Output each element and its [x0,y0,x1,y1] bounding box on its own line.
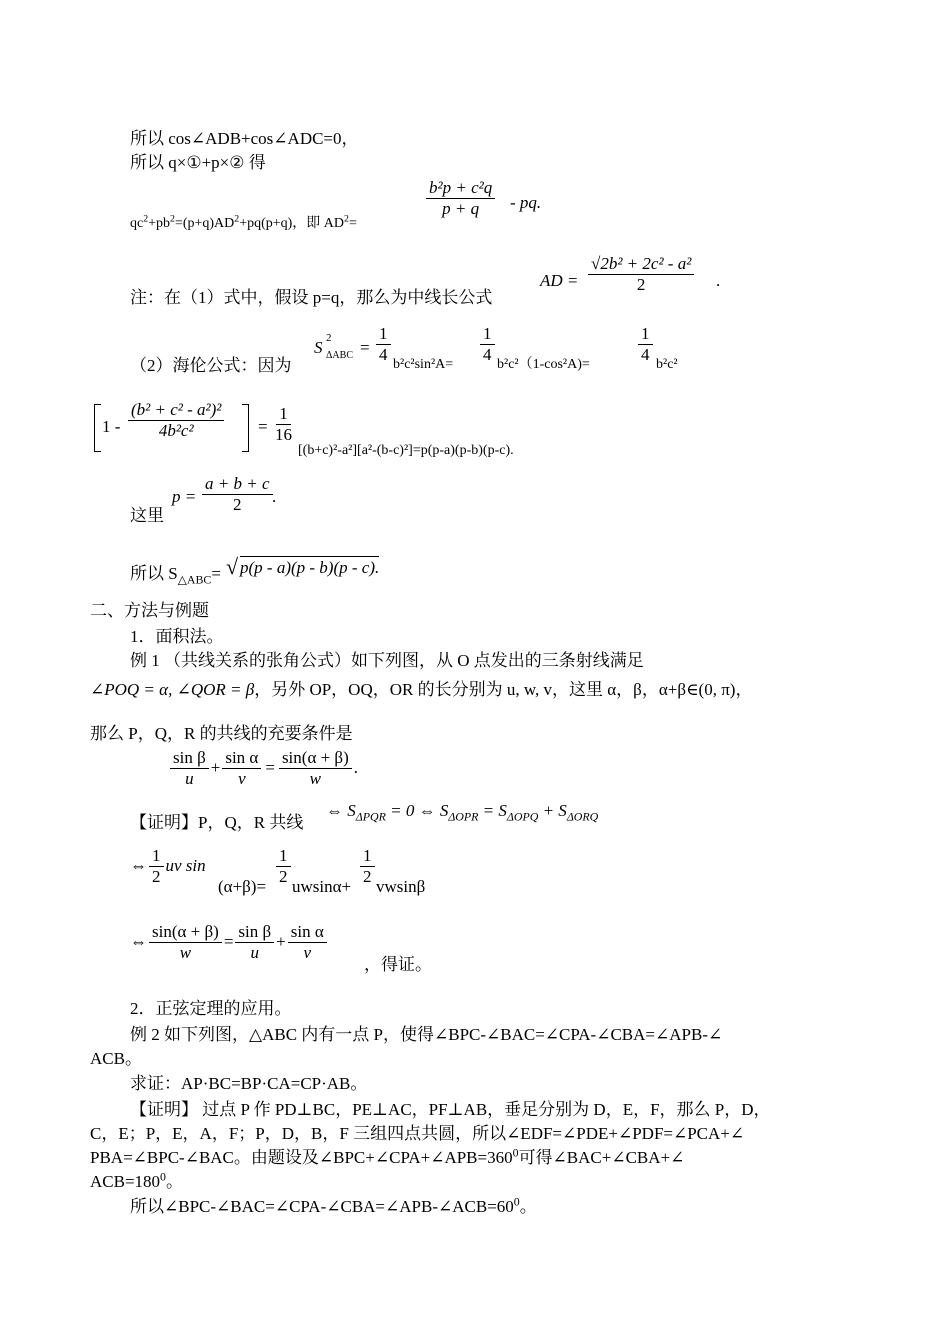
text-line: C，E；P，E，A，F；P，D，B，F 三组四点共圆，所以∠EDF=∠PDE+∠PDF=∠PCA+∠ [90,1124,745,1143]
text-line: $ACB=180^0$。 [90,1169,183,1191]
formula-text: vwsinβ [376,877,426,896]
formula-heron-root: p(p - a)(p - b)(p - c). [240,558,380,577]
formula-text: b²c² [656,357,678,372]
formula-p: p = [172,487,197,506]
right-bracket [242,404,249,452]
text-line: 求证：AP·BC=BP·CA=CP·AB。 [130,1074,368,1093]
formula-text: uwsinα+ [292,877,352,896]
formula-dot: . [716,271,721,290]
text-line: 注：在（1）式中，假设 p=q，那么为中线长公式 [130,288,493,307]
formula-text: 1 - [102,417,121,436]
left-bracket [94,404,101,452]
text-line: 例 1 （共线关系的张角公式）如下列图，从 O 点发出的三条射线满足 [130,651,644,670]
formula-collinear: $\frac{\text{sin β}}{u}$ + $\frac{\text{sin α}}{v}$ = $\frac{\sin(\alpha + \beta)}{w}$ . [168,748,358,788]
formula-ad: AD = [540,271,579,290]
formula-text: (α+β)= [218,877,267,896]
text-line: 那么 P，Q，R 的共线的充要条件是 [90,724,353,743]
text-line: PBA=∠BPC-∠BAC。由题设及$\angle BPC+\angle CPA+\angle APB=360^0$可得∠BAC+∠CBA+∠ [90,1145,685,1167]
formula-area-expansion: ⇔ $\frac{1}{2}$ uv sin [130,846,206,886]
text-line: （2）海伦公式：因为 [130,356,292,375]
subsection-heading: 2．正弦定理的应用。 [130,999,292,1018]
fraction-median: $\frac{\text{√2b² + 2c² - a²}}{2}$ [586,254,696,294]
fraction-semiperimeter: $\frac{a + b + c}{2}$ [200,474,275,514]
equals: = [258,417,268,436]
text-line: 所以 cos∠ADB+cos∠ADC=0， [130,129,359,148]
fraction-sixteenth: $\frac{1}{16}$ [275,404,292,444]
fraction-ad-squared: $\frac{\text{b²p + c²q}}{p + q}$ [424,178,497,218]
text-line: 例 2 如下列图，△ABC 内有一点 P，使得∠BPC-∠BAC=∠CPA-∠CBA=∠APB-∠ [130,1025,723,1044]
formula-conclusion: ⇔ $\frac{\sin(\alpha + \beta)}{w}$ = $\frac{\text{sin β}}{u}$ + $\frac{\text{sin α}}{v}$ [130,922,329,962]
text-line: 【证明】P，Q，R 共线 [130,813,304,832]
equals: = [360,338,370,357]
formula-dot: . [272,487,277,506]
sqrt-icon: √ [226,554,239,579]
text-line: ACB。 [90,1049,142,1068]
section-heading: 二、方法与例题 [90,601,209,620]
formula-text: b²c²（1-cos²A)= [497,357,590,372]
fraction-heron: $\frac{\text{(b² + c² - a²)²}}{\text{4b²c²}}$ [126,400,226,440]
formula-area-equation: ⇔ $S_{\Delta PQR} = 0$ ⇔ $S_{\Delta OPR} = S_{\Delta OPQ} + S_{\Delta ORQ}$ [326,801,599,824]
fraction-half: $\frac{1}{2}$ [274,846,293,886]
text-line: 这里 [130,506,164,525]
subsection-heading: 1．面积法。 [130,627,224,646]
fraction-quarter: $\frac{1}{4}$ [636,324,655,364]
text-line: ，得证。 [364,955,432,974]
formula-text: b²c²sin²A= [393,357,454,372]
text-line: 所以 $S_{\triangle ABC}=$ [130,564,221,587]
fraction-quarter: $\frac{1}{4}$ [374,324,393,364]
text-line: 【证明】 过点 P 作 PD⊥BC，PE⊥AC，PF⊥AB，垂足分别为 D，E，F，那么 P，D， [130,1100,771,1119]
text-line: ∠POQ = α, ∠QOR = β，另外 OP，OQ，OR 的长分别为 u, w, v，这里 α，β，α+β∈(0, π)， [90,680,753,699]
fraction-quarter: $\frac{1}{4}$ [478,324,497,364]
formula-tail: - pq. [510,193,542,212]
formula-line: $qc^2+pb^2=(p+q)AD^2+pq(p+q)$，即 $AD^2=$ [130,213,357,231]
formula-text: [(b+c)²-a²][a²-(b-c)²]=p(p-a)(p-b)(p-c). [298,443,514,458]
area-symbol: S 2 ΔABC [314,332,353,361]
fraction-half: $\frac{1}{2}$ [358,846,377,886]
text-line: 所以 q×①+p×② 得 [130,153,266,172]
text-line: 所以$\angle BPC-\angle BAC=\angle CPA-\angle CBA=\angle APB-\angle ACB=60^0$。 [130,1194,537,1216]
